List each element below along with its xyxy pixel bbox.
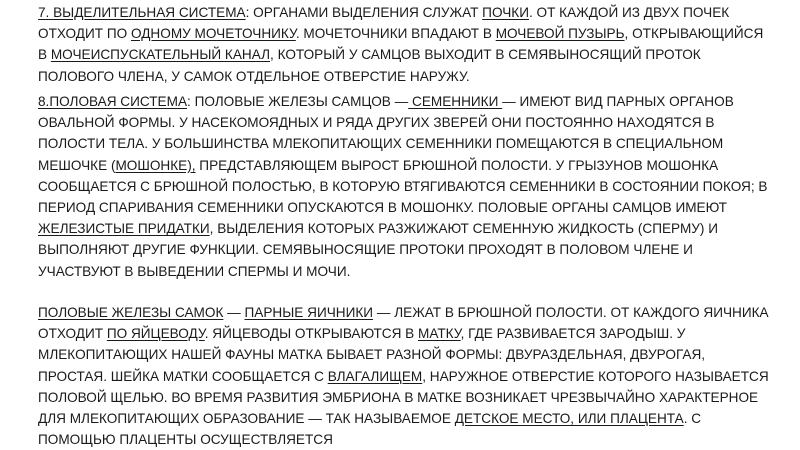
text-segment: , ОТКРЫВАЮЩИЙСЯ В	[38, 26, 764, 63]
text-segment: — ИМЕЮТ ВИД ПАРНЫХ ОРГАНОВ ОВАЛЬНОЙ ФОРМЫ. У НАСЕКОМОЯДНЫХ И РЯДА ДРУГИХ ЗВЕРЕЙ ОНИ ПОСТОЯННО НАХОДЯТСЯ В ПОЛОСТИ ТЕЛА. У БОЛЬШИНСТВА МЛЕКОПИТАЮЩИХ СЕМЕННИКИ ПОМЕЩАЮТСЯ В СПЕЦИАЛЬНОМ МЕШОЧКЕ (	[38, 94, 734, 173]
paragraph-reproductive-system	[38, 91, 773, 282]
underlined-term: ЖЕЛЕЗИСТЫЕ ПРИДАТКИ	[38, 221, 210, 237]
text-segment: , КОТОРЫЙ У САМЦОВ ВЫХОДИТ В СЕМЯВЫНОСЯЩИЙ ПРОТОК ПОЛОВОГО ЧЛЕНА, У САМОК ОТДЕЛЬНОЕ ОТВЕРСТИЕ НАРУЖУ.	[38, 47, 701, 84]
text-segment: , ВЫДЕЛЕНИЯ КОТОРЫХ РАЗЖИЖАЮТ СЕМЕННУЮ ЖИДКОСТЬ (СПЕРМУ) И ВЫПОЛНЯЮТ ДРУГИЕ ФУНКЦИИ. СЕМЯВЫНОСЯЩИЕ ПРОТОКИ ПРОХОДЯТ В ПОЛОВОМ ЧЛЕНЕ И УЧАСТВУЮТ В ВЫВЕДЕНИИ СПЕРМЫ И МОЧИ.	[38, 221, 718, 279]
underlined-term: СЕМЕННИКИ	[408, 94, 503, 109]
text-segment: . ОТ КАЖДОЙ ИЗ ДВУХ ПОЧЕК ОТХОДИТ ПО	[38, 5, 730, 42]
text-segment: : ОРГАНАМИ ВЫДЕЛЕНИЯ СЛУЖАТ	[245, 5, 483, 20]
text-segment: . МОЧЕТОЧНИКИ ВПАДАЮТ В	[295, 26, 496, 42]
underlined-term: ПОЛОВЫЕ ЖЕЛЕЗЫ САМОК	[38, 305, 224, 320]
underlined-term: ДЕТСКОЕ МЕСТО, ИЛИ ПЛАЦЕНТА	[454, 411, 684, 427]
text-segment: , ГДЕ РАЗВИВАЕТСЯ ЗАРОДЫШ. У МЛЕКОПИТАЮЩИХ НАШЕЙ ФАУНЫ МАТКА БЫВАЕТ РАЗНОЙ ФОРМЫ: ДВУРАЗДЕЛЬНАЯ, ДВУРОГАЯ, ПРОСТАЯ. ШЕЙКА МАТКИ СООБЩАЕТСЯ С	[38, 326, 706, 384]
underlined-term: МОШОНКЕ),	[115, 157, 196, 173]
underlined-term: ПО ЯЙЦЕВОДУ	[106, 326, 205, 342]
text-segment: ПРЕДСТАВЛЯЮЩЕМ ВЫРОСТ БРЮШНОЙ ПОЛОСТИ. У ГРЫЗУНОВ МОШОНКА СООБЩАЕТСЯ С БРЮШНОЙ ПОЛОСТЬЮ, В КОТОРУЮ ВТЯГИВАЮТСЯ СЕМЕННИКИ В СОСТОЯНИИ ПОКОЯ; В ПЕРИОД СПАРИВАНИЯ СЕМЕННИКИ ОПУСКАЮТСЯ В МОШОНКУ. ПОЛОВЫЕ ОРГАНЫ САМЦОВ ИМЕЮТ	[38, 157, 768, 216]
underlined-term: МОЧЕВОЙ ПУЗЫРЬ	[495, 26, 625, 42]
underlined-term: МАТКУ	[418, 326, 461, 342]
text-segment: — ЛЕЖАТ В БРЮШНОЙ ПОЛОСТИ. ОТ КАЖДОГО ЯИЧНИКА ОТХОДИТ	[38, 305, 769, 342]
underlined-term: ПАРНЫЕ ЯИЧНИКИ	[244, 305, 374, 320]
text-segment: : ПОЛОВЫЕ ЖЕЛЕЗЫ САМЦОВ —	[187, 94, 409, 109]
paragraph-excretory-system	[38, 2, 773, 87]
paragraph-female-glands	[38, 302, 773, 450]
underlined-term: ВЛАГАЛИЩЕМ	[327, 368, 423, 384]
underlined-term: ПОЧКИ	[482, 5, 529, 20]
text-segment: . ЯЙЦЕВОДЫ ОТКРЫВАЮТСЯ В	[204, 326, 419, 342]
text-segment: , НАРУЖНОЕ ОТВЕРСТИЕ КОТОРОГО НАЗЫВАЕТСЯ ПОЛОВОЙ ЩЕЛЬЮ. ВО ВРЕМЯ РАЗВИТИЯ ЭМБРИОНА В МАТКЕ ВОЗНИКАЕТ ЧРЕЗВЫЧАЙНО ХАРАКТЕРНОЕ ДЛЯ МЛЕКОПИТАЮЩИХ ОБРАЗОВАНИЕ — ТАК НАЗЫВАЕМОЕ	[38, 368, 769, 427]
text-segment: . С ПОМОЩЬЮ ПЛАЦЕНТЫ ОСУЩЕСТВЛЯЕТСЯ	[38, 411, 702, 448]
underlined-term: 8.ПОЛОВАЯ СИСТЕМА	[38, 94, 188, 109]
underlined-term: 7. ВЫДЕЛИТЕЛЬНАЯ СИСТЕМА	[38, 5, 246, 20]
text-segment: —	[223, 305, 245, 320]
underlined-term: МОЧЕИСПУСКАТЕЛЬНЫЙ КАНАЛ	[50, 47, 271, 63]
underlined-term: ОДНОМУ МОЧЕТОЧНИКУ	[130, 26, 296, 42]
